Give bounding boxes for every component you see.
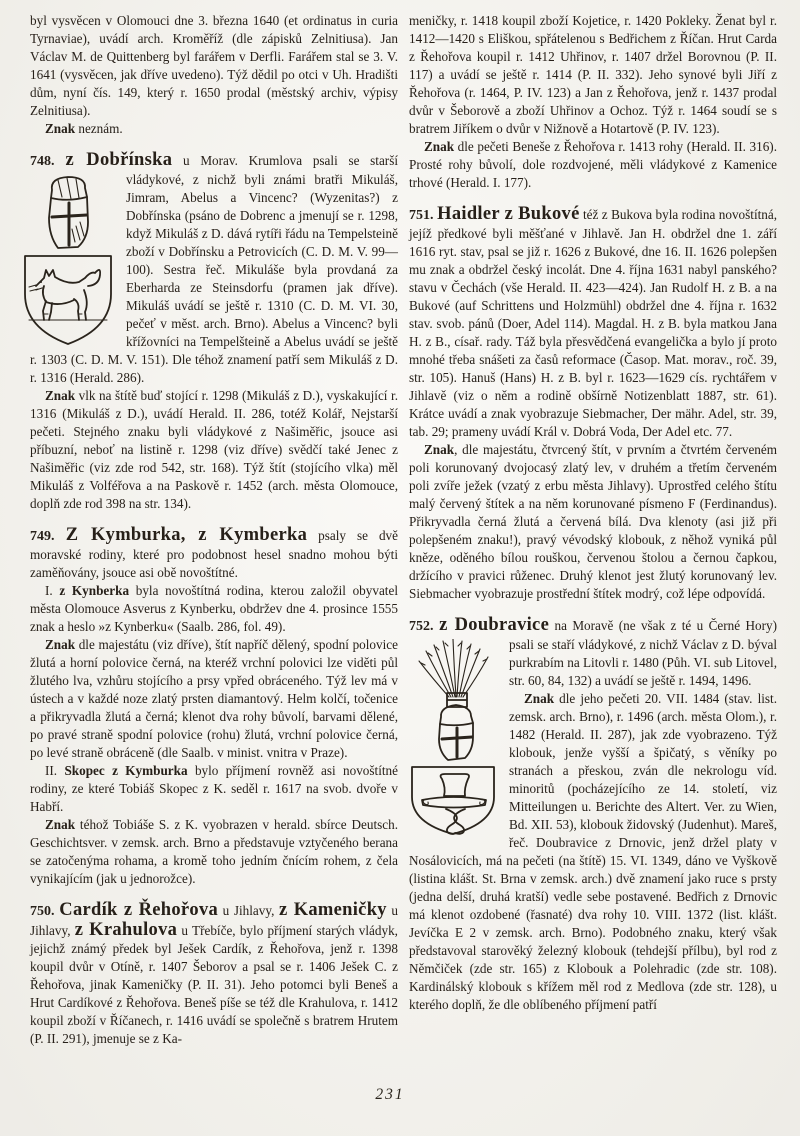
text-segment: dle pečeti Beneše z Řehořova r. 1413 rohy (Herald. II. 316). Prosté rohy bůvolí, dole rozdvojené, měli vládykové z Kamenice trhové (Herald. I. 177). <box>409 139 777 190</box>
left-column <box>30 12 398 1048</box>
bold-lead-word: Znak <box>45 637 76 652</box>
entry-name: z Doubravice <box>439 615 550 635</box>
entry-749 <box>30 526 398 582</box>
entry-752 <box>409 616 777 690</box>
znak-paragraph <box>30 816 398 888</box>
entry-number: 749. <box>30 529 66 544</box>
paragraph-continuation <box>409 12 777 138</box>
entry-number: 748. <box>30 154 66 169</box>
entry-751 <box>409 205 777 441</box>
paragraph <box>30 762 398 816</box>
right-column <box>409 12 777 1048</box>
great-helm-plume-hat-shield-icon <box>409 639 497 835</box>
bold-lead-word: Znak <box>45 388 76 403</box>
entry-number: 750. <box>30 904 60 919</box>
text-segment: u Třebíče, bylo příjmení starých vládyk, jejichž známý předek byl Ješek Cardík, z Řehořova, jenž r. 1398 koupil dvůr v Otíně, r. 1407 Šeborov a psal se r. 1406 Ješek C. z Řehořova, jinak Kameničky (P. II. 31). Jeho potomci byli Beneš a Hrut Cardíkové z Řehořova. Beneš píše se též dle Krahulova, r. 1412 koupil zboží v Říčanech, r. 1416 uvádí se společně s bratrem Hrutem (P. II. 291), jmenuje se z Ka- <box>30 923 398 1046</box>
text-segment: u Morav. Krumlova psali se starší <box>172 153 398 168</box>
znak-paragraph <box>409 441 777 603</box>
coat-of-arms-748-helmet-wolf-shield <box>22 174 114 346</box>
text-segment: u Jihlavy, <box>30 903 399 938</box>
znak-paragraph <box>30 636 398 762</box>
page-number: 231 <box>375 1086 405 1103</box>
paragraph <box>30 582 398 636</box>
znak-paragraph <box>30 387 398 513</box>
text-segment: byla novoštítná rodina, kterou založil obyvatel města Olomouce Asverus z Kynberku, obdržev dne 4. prosince 1555 znak a heslo »z Kynberku« (Saalb. 286, fol. 49). <box>30 583 398 634</box>
text-segment: byl vysvěcen v Olomouci dne 3. března 1640 (et ordinatus in curia Tyrnaviae), uvádí arch. Kroměříž (dle zápisků Zelnitiusa). Jan Václav M. de Quittenberg byl farářem v Derfli. Farářem stal se 3. V. 1641 (vysvěcen, jak dříve uvedeno). Týž dědil po otci v Uh. Hradišti dům, nyní čís. 149, který r. 1650 prodal (městský archiv, výpisy Zelnitiusa). <box>30 13 398 118</box>
entry-name: z Kameničky <box>278 900 387 920</box>
bold-lead-word: Znak <box>424 139 455 154</box>
text-segment: meničky, r. 1418 koupil zboží Kojetice, r. 1420 Pokleky. Ženat byl r. 1412—1420 s Eliškou, spřátelenou s Bedřichem z Říčan. Hrut Carda z Řehořova koupil r. 1412 Uhřinov, r. 1407 držel Borovnou (P. II. 117) a uvádí se ještě r. 1414 (P. II. 332). Jeho synové byli Jiří z Řehořova (r. 1464, P. IV. 123) a Jan z Řehořova, jenž r. 1437 prodal dvůr v Šeborově a zboží Uhřinov a Ochoz. Týž r. 1464 soudí se s bratrem Jiříkem o dvůr v Nižnově a Hotartově (P. IV. 123). <box>409 13 777 136</box>
text-columns <box>30 12 777 1048</box>
text-segment: bylo příjmení rovněž asi novoštítné rodiny, ze které Tobiáš Skopec z K. seděl r. 1617 na svob. dvoře v Habří. <box>30 763 398 814</box>
text-segment: I. <box>45 583 60 598</box>
bold-lead-word: Znak <box>524 691 555 706</box>
bold-lead-word: Znak <box>45 817 76 832</box>
entry-number: 751. <box>409 208 438 223</box>
text-segment: dle jeho pečeti 20. VII. 1484 (stav. list. zemsk. arch. Brno), r. 1496 (arch. města Olom.), r. 1482 (Herald. II. 287), jak zde vyobrazeno. Týž klobouk, jenže vyšší a špičatý, s věníky po stranách a přeskou, zván dle nekrologu víd. minoritů (pocházejícího ze 14. století, viz Mitteilungen u. Berichte des Altert. Ver. zu Wien, Bd. XII. 53), klobouk židovský (Judenhut). Mareš, řeč. Doubravice z Drnovic, jenž držel platy v Nosálovicích, má na pečeti (na štítě) 15. VI. 1349, dáno ve Vyškově (listina klášt. St. Brna v zemsk. arch.) dvě znamení jako ruce s prsty (jedna delší, druhá kratší) vedle sebe postavené. Bedřich z Drnovic má klenot ozdobené (řasnaté) dva rohy 10. VIII. 1372 (list. klášt. Jevíčka E 2 v zemsk. arch. Brno). Podobného znaku, který však představoval starověký železný klobouk (tehdejší přílbu), byl rod z Němčiček (zde str. 165) z Klobouk a Polehradic (zde str. 108). Kardinálský klobouk s křížem měl rod z Medlova (zde str. 128), u kterého doplň, že dle oblíbeného příjmení patří <box>409 691 777 1012</box>
text-segment: neznám. <box>75 121 123 136</box>
entry-name: Cardík z Řehořova <box>59 900 219 920</box>
entry-number: 752. <box>409 619 440 634</box>
entry-name: Z Kymburka, z Kymberka <box>65 525 308 545</box>
text-segment: II. <box>45 763 65 778</box>
bold-lead-word: Skopec z Kymburka <box>64 763 188 778</box>
text-segment: vládykové, z nichž byli známi bratři Mikuláš, Jimram, Abelus a Vincenc? (Wyzenitas?) z Dobřínska (psáno de Dobrenc a jmenují se r. 1298, když Mikuláš z D. dává rytíři řádu na Tempelsteině zboží v Dobřínsku a Petrovicích (C. D. M. V. 99—100). Sestra řeč. Mikuláše byla provdaná za Eberharda ze Steinsdorfu (pramen jak dříve). Mikuláš uvádí se ještě r. 1310 (C. D. M. VI. 30, pečeť v měst. arch. Brno). Abelus a Vincenc? byli křížovníci na Tempelšteině a Abelus uvádí se ještě r. 1303 (C. D. M. V. 151). Dle téhož znamení patří sem Mikuláš z D. r. 1316 (Herald. 286). <box>30 172 398 385</box>
text-segment: vlk na štítě buď stojící r. 1298 (Mikuláš z D.), vyskakující r. 1316 (Mikuláš z D.), uvádí Herald. II. 286, totéž Kolář, Nejstarší pečeti. Stejného znaku byli vládykové z Našiměřic, jsouce asi příbuzní, neboť na listině r. 1298 (viz dříve) svědčí také Jenec z Našiměřic (viz zde rod 542, str. 168). Týž štít (stojícího vlka) měl Mikuláš z Volféřova a na Paskově r. 1452 (arch. města Olomouce, doplň zde rod 398 na str. 134). <box>30 388 398 511</box>
bold-lead-word: z Kynberka <box>59 583 130 598</box>
entry-748 <box>30 151 398 387</box>
text-segment: Hory) psali se staří vládykové, z nichž Václav z D. býval purkrabím na Litovli r. 1480 (Půh. VI. sub Litovel, str. 60, 84, 132) a uvádí se ještě r. 1494, 1496. <box>509 618 778 688</box>
coat-of-arms-752-plume-helmet-hat-shield <box>409 639 497 835</box>
paragraph-continuation <box>30 12 398 120</box>
text-segment: u Jihlavy, <box>218 903 279 918</box>
great-helm-wolf-shield-icon <box>22 174 114 346</box>
entry-750 <box>30 901 398 1048</box>
text-segment: na Moravě (ne však z té u Černé <box>549 618 746 633</box>
znak-paragraph <box>30 120 398 138</box>
bold-lead-word: Znak <box>424 442 455 457</box>
text-segment: dle majestátu (viz dříve), štít napříč dělený, spodní polovice žlutá a horní polovice černá, na kteréž vrchní polovici lze viděti půl žlutého lva, vzhůru stojícího a prsy vpřed obráceného. Týž lev má v ústech a v každé noze zlatý prsten diamantový. Helm kolčí, točenice a přikryvadla žlutá a černá; klenot dva rohy bůvolí, barvami dělené, po pravé straně spodní polovice (rohu) žlutá, vrchní polovice černá, po levé straně obráceně (dle Saalb. v minist. vnitra v Praze). <box>30 637 398 760</box>
entry-name: z Krahulova <box>74 920 178 940</box>
text-segment: též z Bukova byla rodina novoštítná, jejíž předkové byli měšťané v Jihlavě. Jan H. obdržel dne 1. září 1616 ryt. stav, psal se již r. 1626 z Bukové, dne 16. II. 1626 polepšen mu znak a obdržel český incolát. Dne 4. října 1631 nabyl panského? stavu v Čechách (vše Herald. II. 423—424). Jan Rudolf H. z B. a na Bukové (auf Schrittens und Holzmühl) obdržel dne 4. října r. 1632 stav. svob. pánů (Doer, Adel 114). Magdal. H. z B. byla matkou Jana H. z B., císař. rady. Táž byla přesvědčená evangelička a bylo jí proto mnohé třeba snášeti za časů reformace (Časop. Mat. morav., roč. 39, str. 105). Hanuš (Hans) H. z B. byl r. 1623—1629 cís. rychtářem v Jihlavě (viz o něm a rodině obšírně Notizenblatt 1887, str. 61). Krátce uvádí a znak vyobrazuje Siebmacher, Der mähr. Adel, str. 39, tab. 29; prameny uvádí Král v. Dobrá Voda, Der Adel etc. 77. <box>409 207 778 439</box>
text-segment: , dle majestátu, čtvrcený štít, v prvním a čtvrtém červeném poli korunovaný dvojocasý zlatý lev, v druhém a třetím červeném poli zvíře ježek (vzatý z erbu města Jihlavy). Uprostřed celého štítu malý červený štítek a na něm korunované písmeno F (Ferdinandus). Přikryvadla černá žlutá a červená bílá. Dva klenoty (asi již při polepšeném znaku!), pravý vévodský klobouk, z něhož vyniká půl kněze, oděného bílou rouškou, červenou štolou a černou čapkou, držícího v pravici růženec. Druhý klenot jest žlutý korunovaný lev. Siebmacher vyobrazuje prostřední štítek modrý, což lépe odpovídá. <box>409 442 777 601</box>
text-segment: psaly se dvě moravské rodiny, které pro podobnost hesel snadno mohou býti zaměňovány, jsouce asi obě novoštítné. <box>30 528 398 580</box>
entry-name: Haidler z Bukové <box>437 204 580 224</box>
bold-lead-word: Znak <box>45 121 76 136</box>
znak-paragraph <box>409 138 777 192</box>
text-segment: téhož Tobiáše S. z K. vyobrazen v herald. sbírce Deutsch. Geschichtsver. v zemsk. arch. Brno a představuje vztyčeného berana se zatočenýma rohama, a kromě toho jedním čnícím rohem, z čela vynikajícím (jak u jednorožce). <box>30 817 398 886</box>
entry-name: z Dobřínska <box>65 150 173 170</box>
